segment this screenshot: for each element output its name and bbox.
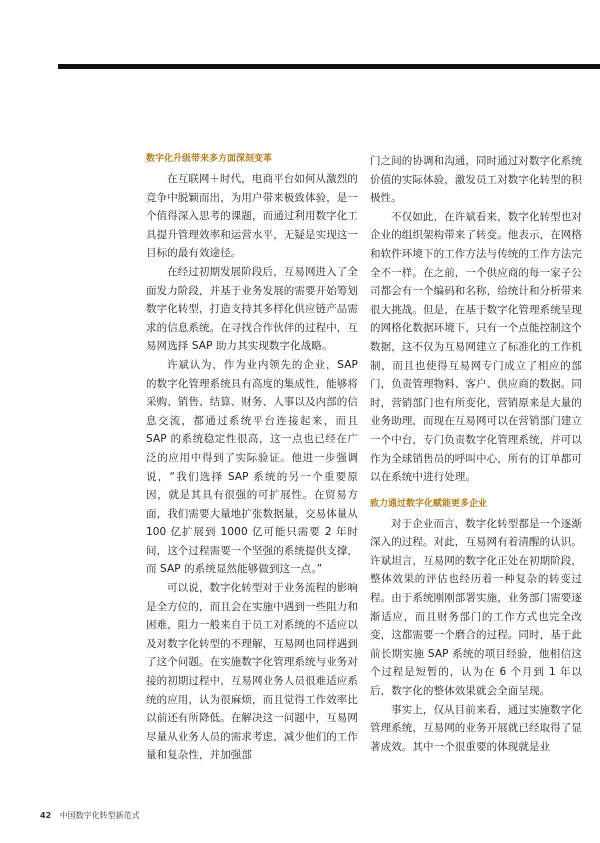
section-heading-1: 数字化升级带来多方面深刻变革 [146, 154, 273, 164]
left-paragraph: 在经过初期发展阶段后，互易网进入了全面发力阶段，并基于业务发展的需要开始筹划数字化转型，打造支持其多样化供应链产品需求的信息系统。在寻找合作伙伴的过程中，互易网选择 SAP 助力其实现数字化战略。 [146, 265, 358, 353]
section-heading-2: 致力通过数字化赋能更多企业 [370, 498, 488, 509]
left-paragraph: 许斌认为，作为业内领先的企业，SAP 的数字化管理系统具有高度的集成性，能够将采购、销售、结算、财务、人事以及内部的信息交流，都通过系统平台连接起来，而且 SAP 的系统稳定性很高，这一点也已经在广泛的应用中得到了实际验证。他进一步强调说，“我们选择 SAP 系统的另一个重要原因，就是其具有很强的可扩展性。在贸易方面，我们需要大量地扩张数据量，交易体量从 100 亿扩展到 1000 亿可能只需要 2 年时间，这个过程需要一个坚强的系统提供支撑，而 SAP 的系统显然能够做到这一点。” [146, 358, 358, 576]
publication-title: 中国数字化转型新范式 [59, 811, 140, 820]
left-column [146, 152, 358, 765]
right-continuation-paragraph: 门之间的协调和沟通，同时通过对数字化系统价值的实际体验，激发员工对数字化转型的积极性。 [370, 155, 582, 205]
left-paragraph: 可以说，数字化转型对于业务流程的影响是全方位的，而且会在实施中遇到一些阻力和困难，阻力一般来自于员工对系统的不适应以及对数字化转型的不理解，互易网也同样遇到了这个问题。在实施数字化管理系统与业务对接的初期过程中，互易网业务人员很难适应系统的应用，认为很麻烦，而且觉得工作效率比以前还有所降低。在解决这一问题中，互易网尽量从业务人员的需求考虑，减少他们的工作量和复杂性，并加强部 [146, 582, 358, 762]
right-paragraph: 对于企业而言，数字化转型都是一个逐渐深入的过程。对此，互易网有着清醒的认识。许斌坦言，互易网的数字化正处在初期阶段，整体效果的评估也经历着一种复杂的转变过程。由于系统刚刚部署实施，业务部门需要逐渐适应，而且财务部门的工作方式也完全改变，这都需要一个磨合的过程。同时，基于此前长期实施 SAP 系统的项目经验，他相信这个过程是短暂的，认为在 6 个月到 1 年以后，数字化的整体效果就会全面呈现。 [370, 517, 582, 698]
left-paragraph: 在互联网＋时代，电商平台如何从激烈的竞争中脱颖而出，为用户带来极致体验，是一个值得深入思考的课题，而通过利用数字化工具提升管理效率和运营水平，无疑是实现这一目标的最有效途径。 [146, 173, 358, 260]
page-footer [40, 810, 140, 821]
right-paragraph: 事实上，仅从目前来看，通过实施数字化管理系统，互易网的业务开展就已经取得了显著成效。其中一个很重要的体现就是业 [370, 703, 582, 753]
top-rule [58, 64, 600, 69]
right-paragraph: 不仅如此，在许斌看来，数字化转型也对企业的组织架构带来了转变。他表示，在网格和软件环境下的工作方法与传统的工作方法完全不一样。在之前，一个供应商的每一家子公司都会有一个编码和名称，给统计和分析带来很大挑战。但是，在基于数字化管理系统呈现的网格化数据环境下，只有一个点能控制这个数据，这不仅为互易网建立了标准化的工作机制，而且也使得互易网专门成立了相应的部门，负责管理物料、客户、供应商的数据。同时，营销部门也有所变化，营销原来是大量的业务助理，而现在互易网可以在营销部门建立一个中台，专门负责数字化管理系统，并可以作为全球销售员的呼叫中心，所有的订单都可以在系统中进行处理。 [370, 210, 582, 484]
right-column [370, 152, 582, 756]
page-number: 42 [40, 811, 52, 820]
